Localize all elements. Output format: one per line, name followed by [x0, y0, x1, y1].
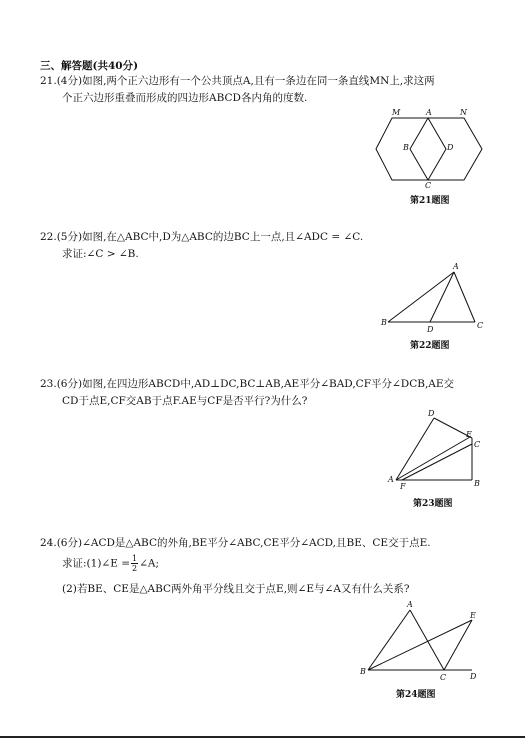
- q22-line2: 求证:∠C > ∠B.: [62, 248, 139, 260]
- section-title: 三、解答题(共40分): [40, 60, 139, 72]
- q23-figure: [388, 406, 488, 490]
- q24-line2-post: ∠A;: [139, 557, 160, 570]
- q22-label-B: B: [381, 318, 387, 327]
- q21-figure: [370, 108, 490, 190]
- q24-frac-num: 1: [132, 554, 138, 563]
- q24-label-B: B: [360, 667, 366, 676]
- q24-label-E: E: [470, 611, 476, 620]
- q22-label-C: C: [477, 321, 484, 330]
- q23-label-E: E: [466, 430, 472, 439]
- q21-label-N: N: [460, 108, 467, 117]
- q21-label-M: M: [392, 108, 401, 117]
- q22-caption: 第22题图: [410, 341, 450, 351]
- q21-label-B: B: [403, 143, 409, 152]
- q23-label-A: A: [388, 475, 394, 484]
- q24-line1: 24.(6分)∠ACD是△ABC的外角,BE平分∠ABC,CE平分∠ACD,且BE、CE交于点E.: [40, 537, 431, 549]
- q24-caption: 第24题图: [396, 690, 436, 700]
- q22-label-D: D: [427, 325, 434, 334]
- q21-caption: 第21题图: [410, 196, 450, 206]
- q23-line2: CD于点E,CF交AB于点F.AE与CF是否平行?为什么?: [62, 395, 308, 407]
- q23-label-F: F: [400, 482, 406, 491]
- q24-line2: [62, 554, 159, 573]
- q22-label-A: A: [453, 262, 459, 271]
- q24-label-C: C: [440, 673, 447, 682]
- q24-frac-den: 2: [132, 564, 138, 573]
- q24-label-A: A: [407, 600, 413, 609]
- q21-line1: 21.(4分)如图,两个正六边形有一个公共顶点A,且有一条边在同一条直线MN上,求这两: [40, 75, 435, 87]
- q24-line3: (2)若BE、CE是△ABC两外角平分线且交于点E,则∠E与∠A又有什么关系?: [62, 583, 410, 595]
- q23-label-C: C: [474, 440, 481, 449]
- page-bottom-rule: [0, 736, 525, 738]
- q23-caption: 第23题图: [413, 499, 453, 509]
- q22-figure: [380, 262, 490, 332]
- q24-line2-pre: 求证:(1)∠E =: [62, 557, 131, 570]
- q21-label-C: C: [425, 181, 432, 190]
- q21-label-D: D: [447, 143, 454, 152]
- q23-label-B: B: [474, 479, 480, 488]
- q24-label-D: D: [470, 672, 477, 681]
- q23-line1: 23.(6分)如图,在四边形ABCD中,AD⊥DC,BC⊥AB,AE平分∠BAD,CF平分∠DCB,AE交: [40, 378, 455, 390]
- q21-line2: 个正六边形重叠而形成的四边形ABCD各内角的度数.: [62, 92, 308, 104]
- q21-label-A: A: [426, 108, 432, 117]
- q24-figure: [360, 600, 485, 682]
- q24-fraction: [131, 554, 138, 573]
- q22-line1: 22.(5分)如图,在△ABC中,D为△ABC的边BC上一点,且∠ADC = ∠C.: [40, 231, 364, 243]
- q23-label-D: D: [428, 409, 435, 418]
